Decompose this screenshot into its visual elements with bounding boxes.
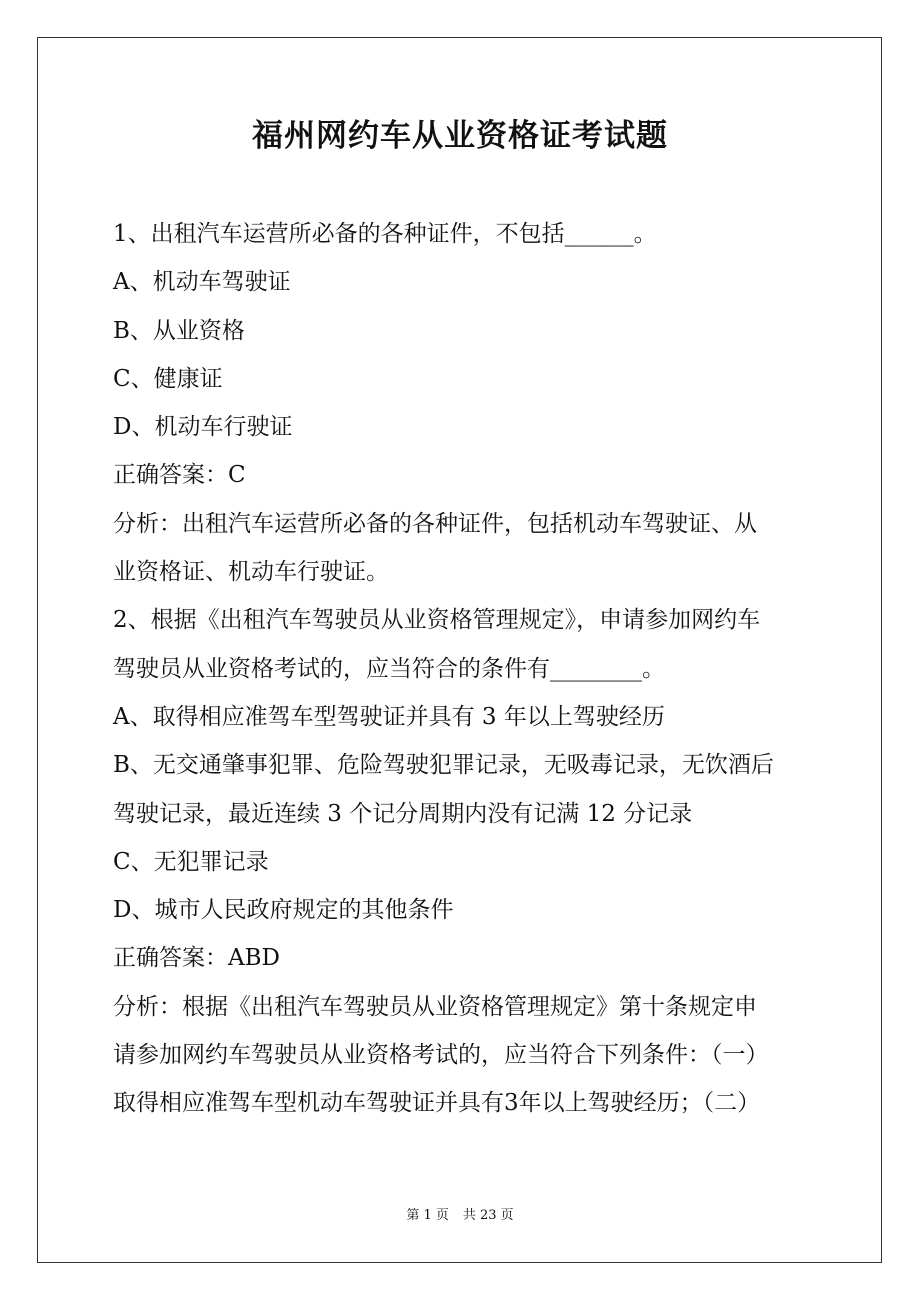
question-1-answer: 正确答案：C bbox=[113, 462, 246, 489]
question-1-option-d: D、机动车行驶证 bbox=[113, 414, 293, 441]
question-2-answer: 正确答案：ABD bbox=[113, 945, 280, 972]
total-pages: 共 23 页 bbox=[462, 1208, 514, 1223]
question-2-analysis-line: 分析：根据《出租汽车驾驶员从业资格管理规定》第十条规定申 bbox=[113, 993, 757, 1020]
question-2-text-line: 2、根据《出租汽车驾驶员从业资格管理规定》，申请参加网约车 bbox=[113, 607, 761, 634]
question-1-option-b: B、从业资格 bbox=[113, 317, 245, 344]
question-2-analysis-line: 取得相应准驾车型机动车驾驶证并具有3年以上驾驶经历；（二） bbox=[113, 1090, 761, 1117]
question-1-analysis-line: 分析：出租汽车运营所必备的各种证件，包括机动车驾驶证、从 bbox=[113, 510, 757, 537]
question-2-option-b-line: B、无交通肇事犯罪、危险驾驶犯罪记录，无吸毒记录，无饮酒后 bbox=[113, 752, 774, 779]
question-1-text: 1、出租汽车运营所必备的各种证件，不包括______。 bbox=[113, 221, 657, 247]
page-footer bbox=[0, 1206, 920, 1226]
question-1-option-c: C、健康证 bbox=[113, 365, 223, 392]
question-1-analysis-line: 业资格证、机动车行驶证。 bbox=[113, 559, 389, 586]
document-title: 福州网约车从业资格证考试题 bbox=[252, 118, 668, 154]
question-2-option-b-line: 驾驶记录，最近连续 3 个记分周期内没有记满 12 分记录 bbox=[113, 800, 693, 827]
question-2-analysis-line: 请参加网约车驾驶员从业资格考试的，应当符合下列条件：（一） bbox=[113, 1042, 769, 1069]
question-1-option-a: A、机动车驾驶证 bbox=[113, 269, 291, 296]
question-2-option-a: A、取得相应准驾车型驾驶证并具有 3 年以上驾驶经历 bbox=[113, 703, 665, 730]
page-number: 第 1 页 bbox=[406, 1208, 449, 1223]
question-2-text-line: 驾驶员从业资格考试的，应当符合的条件有________。 bbox=[113, 655, 665, 682]
question-2-option-c: C、无犯罪记录 bbox=[113, 848, 269, 875]
document-body bbox=[113, 210, 813, 1128]
question-2-option-d: D、城市人民政府规定的其他条件 bbox=[113, 897, 454, 924]
